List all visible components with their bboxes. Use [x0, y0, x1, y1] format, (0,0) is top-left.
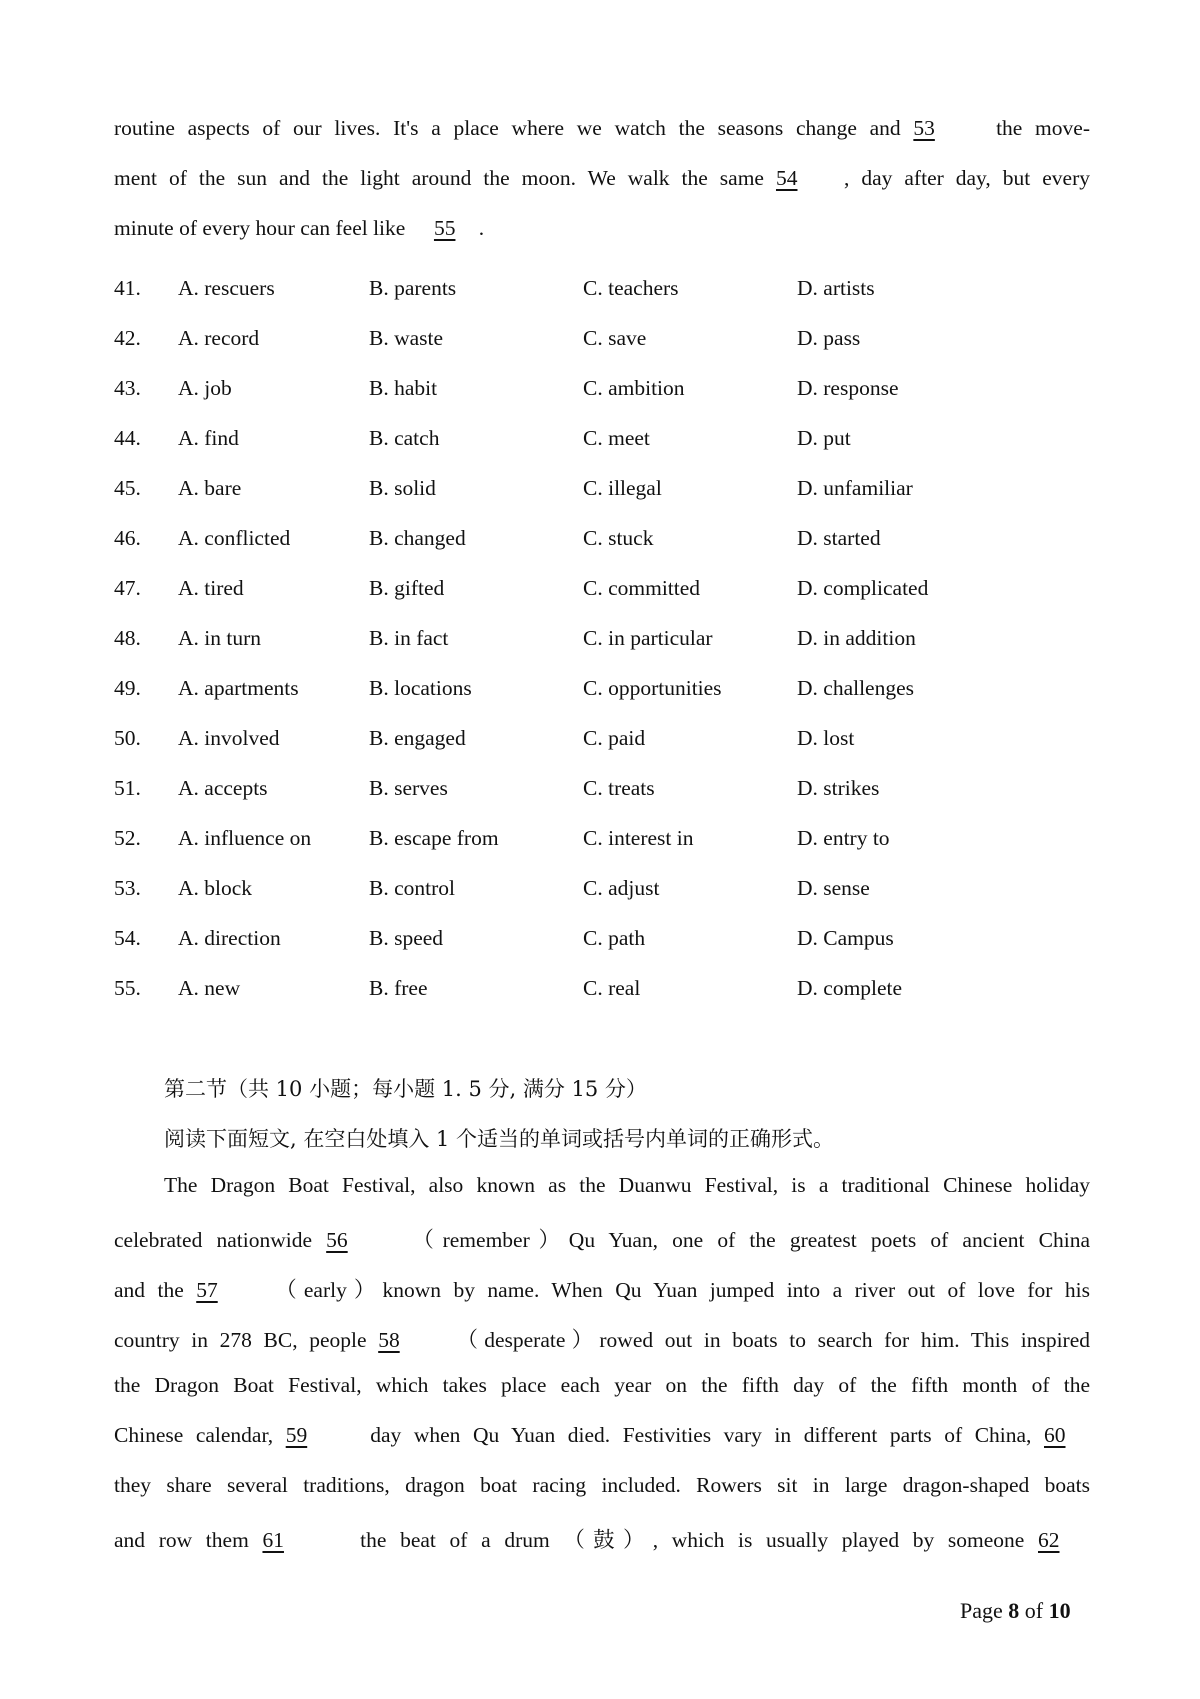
answer-blank-57: 57 [196, 1278, 218, 1302]
passage2-line-1: The Dragon Boat Festival, also known as the Duanwu Festival, is a traditional Chinese holiday [164, 1173, 1090, 1197]
option-c: C. interest in [583, 826, 694, 850]
option-c: C. teachers [583, 276, 679, 300]
passage-top-line-3: minute of every hour can feel like 55 . [114, 216, 485, 240]
option-b: B. changed [369, 526, 466, 550]
question-row [114, 726, 1094, 756]
option-b: B. gifted [369, 576, 445, 600]
passage2-line-5: the Dragon Boat Festival, which takes place each year on the fifth day of the fifth month of the [114, 1373, 1090, 1397]
answer-blank-55: 55 [433, 216, 456, 240]
option-d: D. response [797, 376, 899, 400]
question-number: 48. [114, 626, 141, 650]
question-number: 44. [114, 426, 141, 450]
option-d: D. Campus [797, 926, 894, 950]
option-a: A. involved [178, 726, 280, 750]
question-row [114, 526, 1094, 556]
section-instruction: 阅读下面短文, 在空白处填入 1 个适当的单词或括号内单词的正确形式。 [164, 1127, 835, 1151]
question-row [114, 876, 1094, 906]
question-number: 47. [114, 576, 141, 600]
question-number: 41. [114, 276, 141, 300]
option-a: A. bare [178, 476, 242, 500]
section-heading: 第二节（共 10 小题；每小题 1. 5 分, 满分 15 分） [164, 1077, 647, 1101]
option-c: C. save [583, 326, 647, 350]
question-row [114, 476, 1094, 506]
option-c: C. real [583, 976, 641, 1000]
passage2-line-3: and the 57 （early）known by name. When Qu Yuan jumped into a river out of love for his [114, 1278, 1090, 1302]
option-a: A. record [178, 326, 260, 350]
question-row [114, 826, 1094, 856]
answer-blank-59: 59 [285, 1423, 308, 1447]
option-a: A. conflicted [178, 526, 291, 550]
question-number: 51. [114, 776, 141, 800]
option-c: C. paid [583, 726, 646, 750]
option-a: A. find [178, 426, 239, 450]
option-a: A. direction [178, 926, 281, 950]
option-b: B. catch [369, 426, 440, 450]
option-b: B. serves [369, 776, 448, 800]
option-a: A. influence on [178, 826, 312, 850]
option-a: A. block [178, 876, 253, 900]
answer-blank-62: 62 [1038, 1528, 1060, 1552]
option-b: B. escape from [369, 826, 499, 850]
question-row [114, 776, 1094, 806]
option-a: A. rescuers [178, 276, 275, 300]
question-row [114, 426, 1094, 456]
option-d: D. unfamiliar [797, 476, 913, 500]
passage-top-line-1: routine aspects of our lives. It's a place where we watch the seasons change and 53 the move- [114, 116, 1090, 140]
question-row [114, 326, 1094, 356]
option-d: D. lost [797, 726, 855, 750]
passage2-line-8: and row them 61 the beat of a drum （鼓）, which is usually played by someone 62 [114, 1523, 1090, 1554]
question-row [114, 976, 1094, 1006]
option-a: A. apartments [178, 676, 299, 700]
option-c: C. illegal [583, 476, 662, 500]
question-number: 55. [114, 976, 141, 1000]
option-a: A. in turn [178, 626, 262, 650]
option-b: B. habit [369, 376, 438, 400]
question-number: 52. [114, 826, 141, 850]
question-number: 42. [114, 326, 141, 350]
passage2-line-6: Chinese calendar, 59 day when Qu Yuan died. Festivities vary in different parts of China, 60 [114, 1423, 1090, 1448]
page-footer: Page 8 of 10 [960, 1598, 1071, 1623]
option-d: D. complete [797, 976, 903, 1000]
option-b: B. speed [369, 926, 444, 950]
option-d: D. complicated [797, 576, 929, 600]
option-b: B. parents [369, 276, 457, 300]
option-d: D. sense [797, 876, 870, 900]
answer-blank-54: 54 [775, 166, 798, 190]
option-a: A. job [178, 376, 232, 400]
question-row [114, 276, 1094, 306]
option-c: C. opportunities [583, 676, 722, 700]
passage-top-line-2: ment of the sun and the light around the moon. We walk the same 54 , day after day, but every [114, 166, 1090, 190]
option-d: D. strikes [797, 776, 880, 800]
option-b: B. solid [369, 476, 436, 500]
option-d: D. in addition [797, 626, 916, 650]
current-page-number: 8 [1008, 1598, 1020, 1623]
option-b: B. locations [369, 676, 472, 700]
question-number: 45. [114, 476, 141, 500]
option-c: C. committed [583, 576, 701, 600]
option-c: C. adjust [583, 876, 660, 900]
option-c: C. meet [583, 426, 650, 450]
total-page-count: 10 [1048, 1598, 1071, 1623]
question-number: 50. [114, 726, 141, 750]
passage2-line-7: they share several traditions, dragon boat racing included. Rowers sit in large dragon-shaped boats [114, 1473, 1090, 1497]
question-number: 49. [114, 676, 141, 700]
question-row [114, 376, 1094, 406]
question-number: 46. [114, 526, 141, 550]
answer-blank-58: 58 [378, 1328, 400, 1352]
option-b: B. in fact [369, 626, 449, 650]
answer-blank-60: 60 [1044, 1423, 1066, 1447]
question-number: 53. [114, 876, 141, 900]
option-d: D. put [797, 426, 851, 450]
option-c: C. stuck [583, 526, 654, 550]
option-c: C. in particular [583, 626, 713, 650]
answer-blank-53: 53 [913, 116, 935, 140]
question-row [114, 576, 1094, 606]
option-b: B. waste [369, 326, 444, 350]
passage2-line-4: country in 278 BC, people 58 （desperate）rowed out in boats to search for him. This inspired [114, 1328, 1091, 1352]
option-c: C. ambition [583, 376, 685, 400]
option-a: A. new [178, 976, 241, 1000]
option-d: D. artists [797, 276, 875, 300]
option-c: C. treats [583, 776, 655, 800]
option-c: C. path [583, 926, 646, 950]
question-row [114, 626, 1094, 656]
answer-blank-61: 61 [262, 1528, 284, 1552]
answer-blank-56: 56 [326, 1228, 348, 1252]
option-d: D. pass [797, 326, 861, 350]
option-d: D. challenges [797, 676, 915, 700]
option-d: D. started [797, 526, 881, 550]
question-row [114, 926, 1094, 956]
option-b: B. engaged [369, 726, 466, 750]
question-row [114, 676, 1094, 706]
option-b: B. control [369, 876, 455, 900]
option-a: A. tired [178, 576, 244, 600]
option-b: B. free [369, 976, 428, 1000]
question-number: 54. [114, 926, 141, 950]
option-d: D. entry to [797, 826, 890, 850]
passage2-line-2: celebrated nationwide 56 （remember）Qu Yuan, one of the greatest poets of ancient China [114, 1228, 1091, 1252]
question-number: 43. [114, 376, 141, 400]
option-a: A. accepts [178, 776, 268, 800]
